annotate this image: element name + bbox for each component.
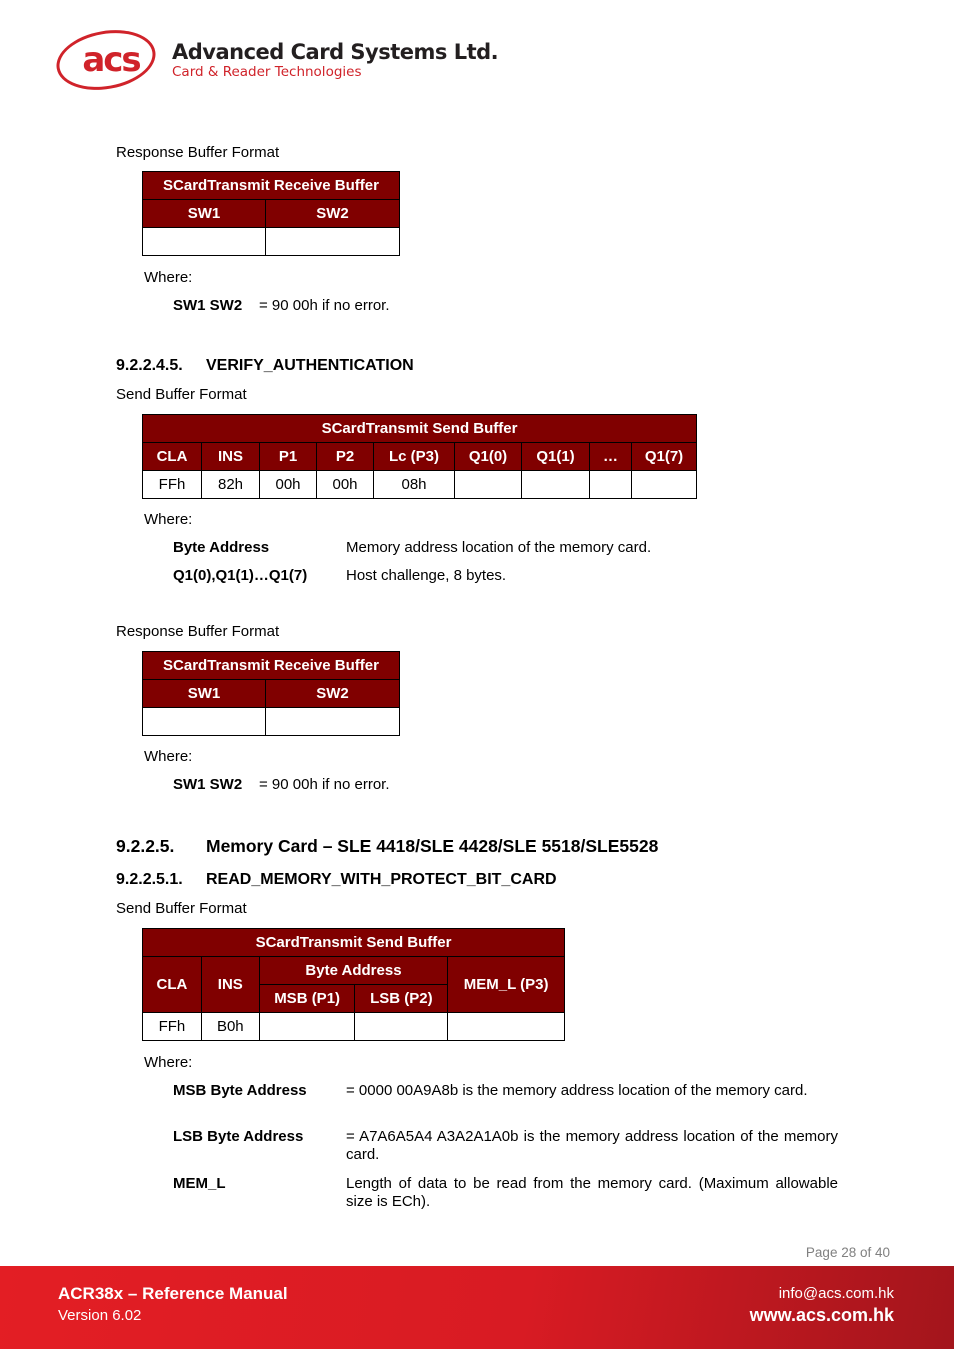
cell-p2: 00h (317, 471, 374, 499)
col-ins: INS (201, 957, 259, 1013)
col-cla: CLA (143, 443, 202, 471)
send-buffer-label: Send Buffer Format (116, 386, 247, 403)
subsection-heading (116, 871, 557, 889)
cell-lc: 08h (374, 471, 455, 499)
col-q1-0: Q1(0) (455, 443, 522, 471)
def-value: = 90 00h if no error. (259, 297, 390, 314)
cell-cla: FFh (143, 471, 202, 499)
company-name: Advanced Card Systems Ltd. (172, 40, 499, 64)
cell-lsb (355, 1013, 448, 1041)
send-buffer-table (142, 928, 565, 1041)
col-lc: Lc (P3) (374, 443, 455, 471)
section-heading (116, 357, 414, 375)
cell-q1-1 (522, 471, 590, 499)
def-value: = A7A6A5A4 A3A2A1A0b is the memory address location of the memory card. (346, 1128, 838, 1163)
where-label: Where: (144, 1054, 193, 1071)
col-ins: INS (202, 443, 260, 471)
col-q1-7: Q1(7) (632, 443, 697, 471)
def-key: Byte Address (173, 539, 270, 556)
col-cla: CLA (143, 957, 202, 1013)
cell-ellipsis (590, 471, 632, 499)
page-number: Page 28 of 40 (805, 1245, 890, 1260)
section-heading (116, 836, 658, 857)
def-value: Host challenge, 8 bytes. (346, 567, 507, 584)
def-key: MEM_L (173, 1175, 226, 1192)
footer-title: ACR38x – Reference Manual (58, 1284, 288, 1303)
col-byte-address: Byte Address (259, 957, 447, 985)
table-title: SCardTransmit Send Buffer (143, 929, 565, 957)
subsection-title: READ_MEMORY_WITH_PROTECT_BIT_CARD (206, 871, 557, 888)
cell-sw2 (266, 228, 400, 256)
col-msb: MSB (P1) (259, 985, 355, 1013)
section-title: VERIFY_AUTHENTICATION (206, 357, 414, 374)
def-key: SW1 SW2 (173, 297, 243, 314)
def-key: MSB Byte Address (173, 1082, 307, 1099)
col-p1: P1 (260, 443, 317, 471)
col-q1-1: Q1(1) (522, 443, 590, 471)
table-title: SCardTransmit Receive Buffer (143, 172, 400, 200)
cell-q1-7 (632, 471, 697, 499)
company-tagline: Card & Reader Technologies (172, 64, 362, 80)
cell-ins: B0h (201, 1013, 259, 1041)
col-p2: P2 (317, 443, 374, 471)
def-value: Memory address location of the memory card. (346, 539, 652, 556)
cell-sw1 (143, 708, 266, 736)
col-sw2: SW2 (266, 680, 400, 708)
table-title: SCardTransmit Receive Buffer (143, 652, 400, 680)
col-mem-l: MEM_L (P3) (448, 957, 565, 1013)
receive-buffer-table (142, 651, 400, 736)
col-sw1: SW1 (143, 200, 266, 228)
col-sw1: SW1 (143, 680, 266, 708)
col-ellipsis: … (590, 443, 632, 471)
receive-buffer-table (142, 171, 400, 256)
cell-msb (259, 1013, 355, 1041)
def-value: = 90 00h if no error. (259, 776, 390, 793)
def-key: SW1 SW2 (173, 776, 243, 793)
where-label: Where: (144, 511, 193, 528)
col-sw2: SW2 (266, 200, 400, 228)
def-key: LSB Byte Address (173, 1128, 304, 1145)
cell-mem-l (448, 1013, 565, 1041)
logo-acs-text: acs (82, 40, 140, 80)
cell-sw2 (266, 708, 400, 736)
footer-version: Version 6.02 (58, 1307, 142, 1324)
section-title: Memory Card – SLE 4418/SLE 4428/SLE 5518/SLE5528 (206, 836, 659, 856)
page-footer (0, 1266, 954, 1349)
send-buffer-table (142, 414, 697, 499)
section-number: 9.2.2.4.5. (116, 357, 183, 374)
cell-p1: 00h (260, 471, 317, 499)
cell-q1-0 (455, 471, 522, 499)
cell-sw1 (143, 228, 266, 256)
def-value: = 0000 00A9A8b is the memory address location of the memory card. (346, 1082, 808, 1099)
footer-website[interactable]: www.acs.com.hk (749, 1305, 894, 1325)
def-key: Q1(0),Q1(1)…Q1(7) (173, 567, 308, 584)
table-title: SCardTransmit Send Buffer (143, 415, 697, 443)
subsection-number: 9.2.2.5.1. (116, 871, 183, 888)
where-label: Where: (144, 269, 193, 286)
send-buffer-label: Send Buffer Format (116, 900, 247, 917)
cell-ins: 82h (202, 471, 260, 499)
col-lsb: LSB (P2) (355, 985, 448, 1013)
def-value: Length of data to be read from the memory card. (Maximum allowable size is ECh). (346, 1175, 838, 1210)
response-buffer-label: Response Buffer Format (116, 144, 280, 161)
response-buffer-label: Response Buffer Format (116, 623, 280, 640)
cell-cla: FFh (143, 1013, 202, 1041)
footer-email[interactable]: info@acs.com.hk (778, 1285, 894, 1302)
section-number: 9.2.2.5. (116, 836, 175, 856)
where-label: Where: (144, 748, 193, 765)
